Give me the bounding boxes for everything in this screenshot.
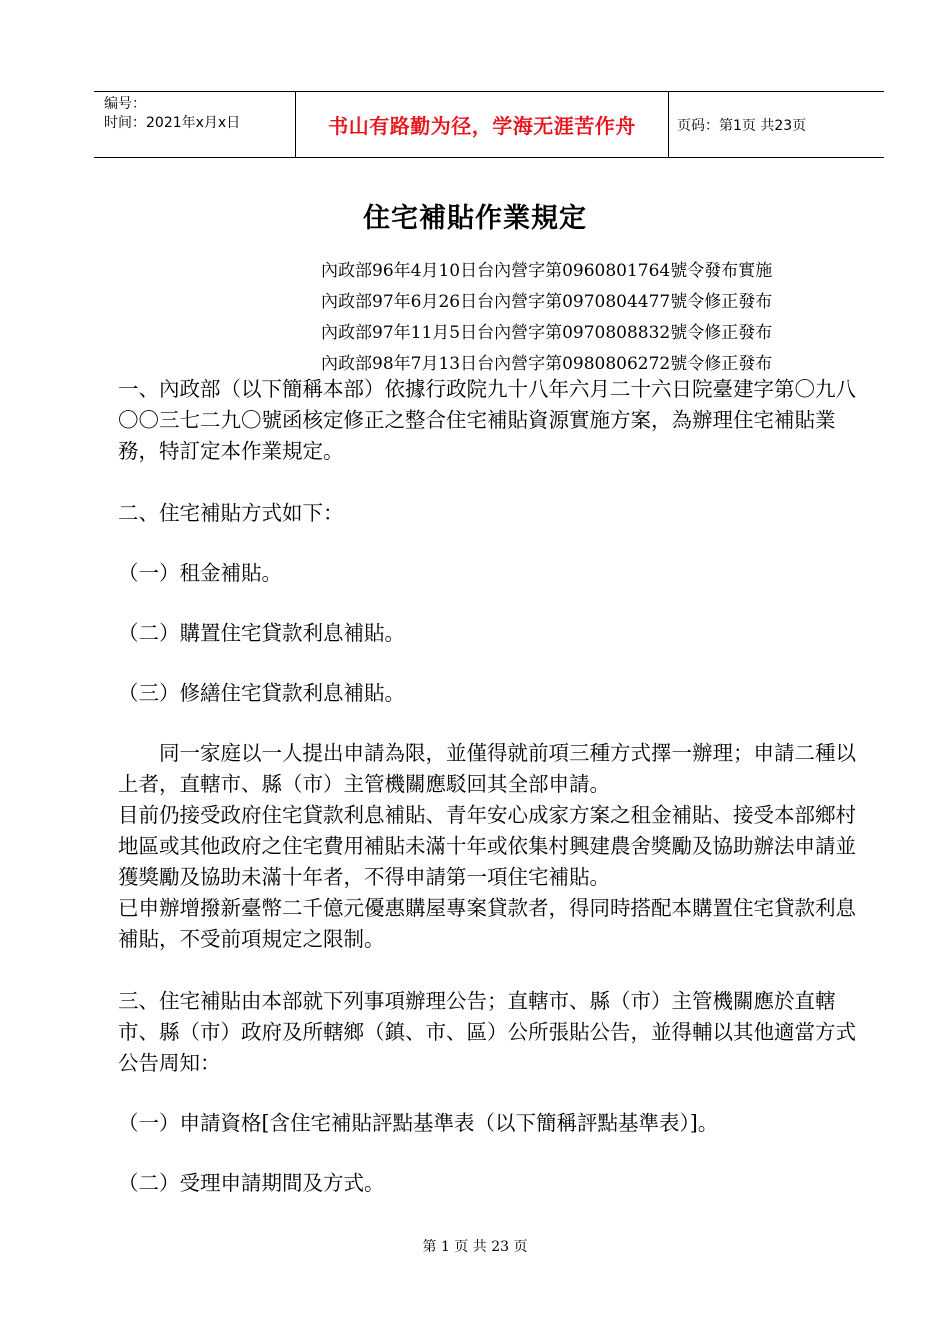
article-2-paragraph: 已申辦增撥新臺幣二千億元優惠購屋專案貸款者，得同時搭配本購置住宅貸款利息補貼，不受前項規定之限制。 — [118, 896, 856, 951]
page-header — [94, 91, 884, 158]
article-2-heading: 二、住宅補貼方式如下： — [118, 501, 344, 525]
header-motto: 书山有路勤为径，学海无涯苦作舟 — [295, 92, 669, 157]
page-footer: 第 1 页 共 23 页 — [422, 1239, 528, 1255]
article-2-paragraph: 目前仍接受政府住宅貸款利息補貼、青年安心成家方案之租金補貼、接受本部鄉村地區或其他政府之住宅費用補貼未滿十年或依集村興建農舍獎勵及協助辦法申請並獲獎勵及協助未滿十年者，不得申請第一項住宅補貼。 — [118, 803, 856, 889]
time-label: 时间：2021年x月x日 — [104, 115, 241, 131]
document-title: 住宅補貼作業規定 — [363, 203, 587, 234]
article-2-paragraph: 同一家庭以一人提出申請為限，並僅得就前項三種方式擇一辦理；申請二種以上者，直轄市、縣（市）主管機關應駁回其全部申請。 — [118, 741, 856, 796]
article-2-item-1: （一）租金補貼。 — [118, 561, 282, 585]
article-3-item-2: （二）受理申請期間及方式。 — [118, 1171, 385, 1195]
header-meta — [94, 92, 295, 157]
article-2-item-2: （二）購置住宅貸款利息補貼。 — [118, 621, 405, 645]
issuance-notes — [321, 256, 881, 380]
article-2-item-3: （三）修繕住宅貸款利息補貼。 — [118, 681, 405, 705]
document-body — [118, 374, 863, 1199]
issuance-note: 內政部97年11月5日台內營字第0970808832號令修正發布 — [321, 323, 773, 343]
number-label: 编号： — [104, 96, 146, 112]
article-3-item-1: （一）申請資格[含住宅補貼評點基準表（以下簡稱評點基準表）]。 — [118, 1111, 719, 1135]
issuance-note: 內政部97年6月26日台內營字第0970804477號令修正發布 — [321, 292, 773, 312]
issuance-note: 內政部98年7月13日台內營字第0980806272號令修正發布 — [321, 354, 773, 374]
header-page-label: 页码：第1页 共23页 — [677, 117, 807, 134]
article-3: 三、住宅補貼由本部就下列事項辦理公告；直轄市、縣（市）主管機關應於直轄市、縣（市）政府及所轄鄉（鎮、市、區）公所張貼公告，並得輔以其他適當方式公告周知： — [118, 989, 856, 1075]
issuance-note: 內政部96年4月10日台內營字第0960801764號令發布實施 — [321, 261, 773, 281]
article-1: 一、內政部（以下簡稱本部）依據行政院九十八年六月二十六日院臺建字第〇九八〇〇三七二九〇號函核定修正之整合住宅補貼資源實施方案，為辦理住宅補貼業務，特訂定本作業規定。 — [118, 377, 856, 463]
